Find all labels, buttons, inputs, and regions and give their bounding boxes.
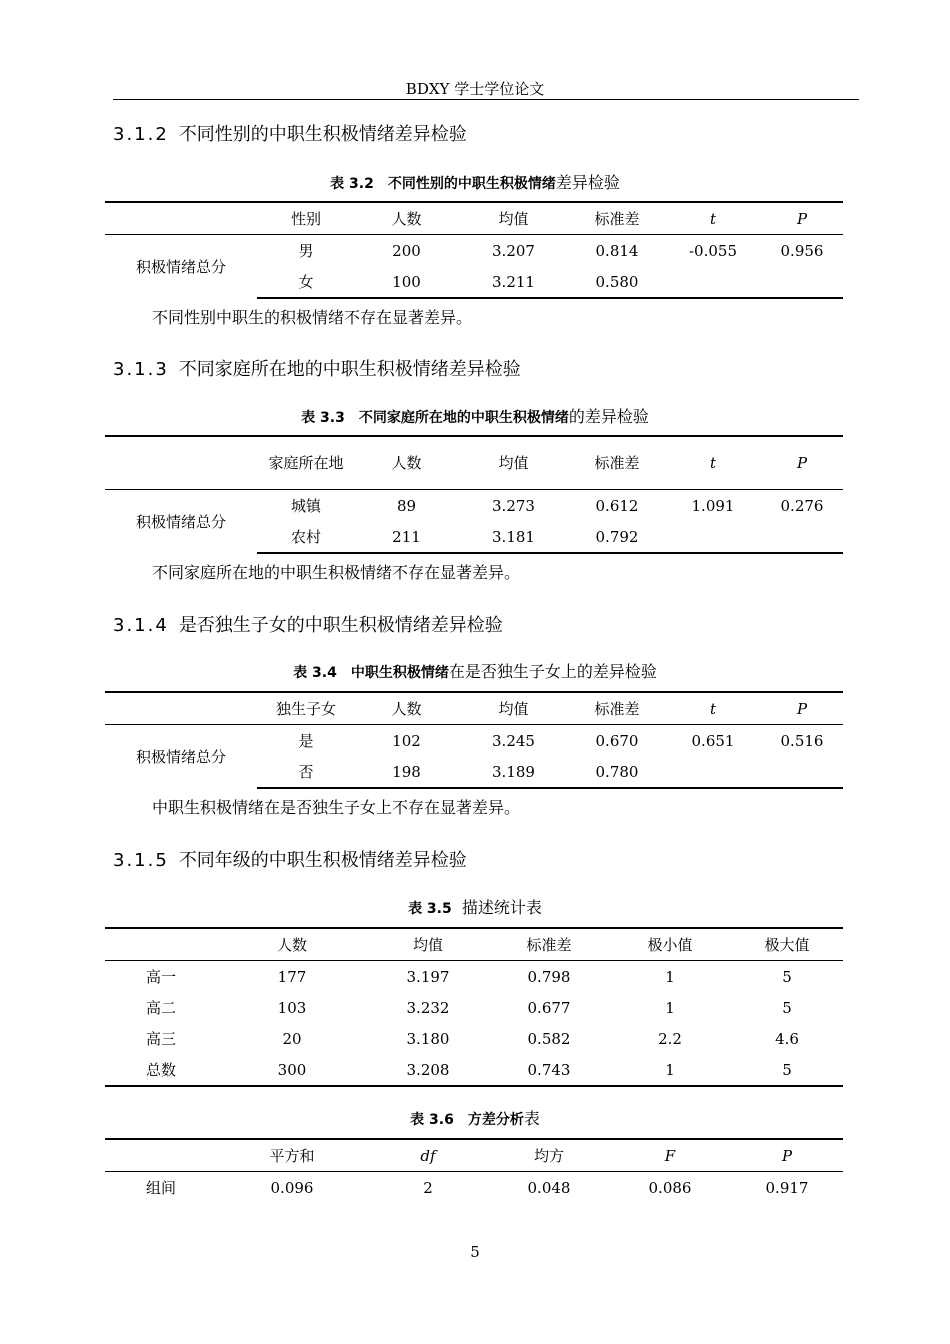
section-heading-3-1-4 bbox=[113, 611, 503, 637]
table-cell: 3.245 bbox=[492, 731, 535, 750]
table-cell: 0.917 bbox=[765, 1178, 809, 1197]
table-row bbox=[105, 992, 843, 1023]
table-cell: 2 bbox=[423, 1178, 433, 1197]
table-3-3 bbox=[105, 435, 843, 554]
table-cell: 1 bbox=[665, 967, 675, 986]
table-row bbox=[105, 1054, 843, 1086]
caption-bold: 表 3.5 bbox=[408, 901, 452, 917]
caption-rest: 在是否独生子女上的差异检验 bbox=[448, 662, 657, 681]
table-3-5 bbox=[105, 927, 843, 1087]
header-cell: df bbox=[367, 1139, 489, 1172]
table-cell: -0.055 bbox=[688, 241, 737, 260]
section-heading-3-1-5 bbox=[113, 846, 467, 872]
table-cell: 否 bbox=[257, 756, 355, 788]
table-cell: 0.780 bbox=[569, 756, 665, 788]
table-cell: 0.276 bbox=[780, 496, 824, 515]
section-heading-3-1-2 bbox=[113, 120, 467, 146]
table-cell: 0.798 bbox=[527, 967, 571, 986]
table-row bbox=[105, 1172, 843, 1204]
table-cell: 0.580 bbox=[569, 266, 665, 298]
table-header-row bbox=[105, 928, 843, 961]
table-cell: 3.273 bbox=[492, 496, 535, 515]
table-cell: 0.048 bbox=[527, 1178, 571, 1197]
header-cell: P bbox=[761, 436, 843, 490]
table-cell: 0.582 bbox=[527, 1029, 571, 1048]
table-cell: 1 bbox=[665, 998, 675, 1017]
table-cell: 0.743 bbox=[489, 1054, 609, 1086]
table-cell: 5 bbox=[782, 967, 792, 986]
table-cell: 198 bbox=[355, 756, 458, 788]
header-cell: 均方 bbox=[489, 1139, 609, 1172]
table-cell: 3.208 bbox=[367, 1054, 489, 1086]
table-caption-3-4 bbox=[0, 659, 950, 682]
table-cell: 177 bbox=[277, 967, 307, 986]
header-cell: 独生子女 bbox=[257, 692, 355, 725]
table-cell: 3.211 bbox=[458, 266, 569, 298]
header-cell: t bbox=[665, 202, 761, 235]
header-cell: 平方和 bbox=[217, 1139, 367, 1172]
header-cell: 标准差 bbox=[569, 692, 665, 725]
table-note-3-3: 不同家庭所在地的中职生积极情绪不存在显著差异。 bbox=[152, 563, 521, 582]
caption-rest: 描述统计表 bbox=[461, 898, 542, 917]
table-cell: 0.956 bbox=[780, 241, 824, 260]
table-caption-3-5 bbox=[0, 895, 950, 918]
header-cell: 家庭所在地 bbox=[268, 453, 344, 472]
table-3-2 bbox=[105, 201, 843, 299]
table-cell: 1 bbox=[609, 1054, 731, 1086]
table-cell: 5 bbox=[782, 998, 792, 1017]
table-cell: 5 bbox=[731, 1054, 843, 1086]
table-cell: 高三 bbox=[145, 1029, 176, 1048]
caption-bold: 表 3.4 中职生积极情绪 bbox=[293, 665, 449, 681]
table-cell: 3.197 bbox=[406, 967, 450, 986]
section-number: 3.1.4 bbox=[113, 615, 169, 636]
header-cell bbox=[105, 436, 257, 490]
table-cell: 3.180 bbox=[406, 1029, 450, 1048]
table-cell: 3.207 bbox=[492, 241, 535, 260]
table-cell: 4.6 bbox=[775, 1029, 799, 1048]
header-cell: 标准差 bbox=[489, 928, 609, 961]
table-cell: 是 bbox=[298, 731, 314, 750]
table-header-row bbox=[105, 436, 843, 490]
caption-rest: 的差异检验 bbox=[568, 407, 649, 426]
caption-bold: 表 3.3 不同家庭所在地的中职生积极情绪 bbox=[301, 410, 569, 426]
header-cell: 均值 bbox=[458, 692, 569, 725]
table-header-row bbox=[105, 202, 843, 235]
header-cell: 人数 bbox=[355, 692, 458, 725]
table-caption-3-2 bbox=[0, 170, 950, 193]
header-cell: 极大值 bbox=[731, 928, 843, 961]
table-caption-3-3 bbox=[0, 404, 950, 427]
caption-rest: 差异检验 bbox=[555, 173, 620, 192]
section-number: 3.1.3 bbox=[113, 359, 169, 380]
section-title: 不同家庭所在地的中职生积极情绪差异检验 bbox=[178, 359, 521, 380]
section-title: 不同年级的中职生积极情绪差异检验 bbox=[178, 850, 467, 871]
row-group-label: 积极情绪总分 bbox=[135, 747, 226, 766]
table-cell: 0.516 bbox=[780, 731, 824, 750]
table-header-row bbox=[105, 1139, 843, 1172]
table-cell: 高二 bbox=[145, 998, 176, 1017]
row-group-label: 积极情绪总分 bbox=[135, 257, 226, 276]
table-cell: 农村 bbox=[257, 521, 355, 553]
header-cell bbox=[105, 1139, 217, 1172]
table-cell: 城镇 bbox=[290, 496, 321, 515]
header-cell: t bbox=[665, 436, 761, 490]
table-cell bbox=[761, 521, 843, 553]
caption-rest: 表 bbox=[523, 1109, 540, 1128]
header-cell bbox=[105, 692, 257, 725]
table-row bbox=[105, 725, 843, 757]
table-3-6 bbox=[105, 1138, 843, 1203]
header-cell: 极小值 bbox=[609, 928, 731, 961]
table-cell: 89 bbox=[396, 496, 417, 515]
table-cell: 0.096 bbox=[270, 1178, 314, 1197]
table-cell: 男 bbox=[298, 241, 314, 260]
table-cell bbox=[665, 266, 761, 298]
table-cell: 总数 bbox=[105, 1054, 217, 1086]
header-cell bbox=[105, 928, 217, 961]
header-cell: 均值 bbox=[458, 436, 569, 490]
section-title: 是否独生子女的中职生积极情绪差异检验 bbox=[178, 615, 503, 636]
table-3-4 bbox=[105, 691, 843, 789]
header-cell: P bbox=[761, 202, 843, 235]
header-cell: 人数 bbox=[355, 436, 458, 490]
header-cell: 人数 bbox=[217, 928, 367, 961]
page-header-title: BDXY 学士学位论文 bbox=[405, 80, 545, 98]
table-row bbox=[105, 1023, 843, 1054]
page-number: 5 bbox=[470, 1243, 480, 1261]
header-cell: 人数 bbox=[355, 202, 458, 235]
table-cell: 3.181 bbox=[458, 521, 569, 553]
section-number: 3.1.5 bbox=[113, 850, 169, 871]
table-cell: 0.651 bbox=[691, 731, 735, 750]
table-cell: 2.2 bbox=[658, 1029, 682, 1048]
header-cell: F bbox=[609, 1139, 731, 1172]
header-cell bbox=[105, 202, 257, 235]
header-cell: t bbox=[665, 692, 761, 725]
row-group-label: 积极情绪总分 bbox=[135, 512, 226, 531]
table-row bbox=[105, 961, 843, 993]
table-cell: 211 bbox=[355, 521, 458, 553]
caption-bold: 表 3.2 不同性别的中职生积极情绪 bbox=[330, 176, 556, 192]
table-note-3-4: 中职生积极情绪在是否独生子女上不存在显著差异。 bbox=[152, 798, 521, 817]
table-cell: 0.670 bbox=[595, 731, 639, 750]
table-cell: 3.232 bbox=[406, 998, 450, 1017]
table-row bbox=[105, 490, 843, 522]
table-cell: 0.677 bbox=[527, 998, 571, 1017]
table-cell bbox=[761, 756, 843, 788]
caption-bold: 表 3.6 方差分析 bbox=[410, 1112, 524, 1128]
table-cell: 3.189 bbox=[458, 756, 569, 788]
header-cell: P bbox=[761, 692, 843, 725]
table-cell: 0.814 bbox=[595, 241, 639, 260]
table-cell: 0.792 bbox=[569, 521, 665, 553]
table-cell: 组间 bbox=[145, 1178, 176, 1197]
table-cell: 200 bbox=[392, 241, 421, 260]
header-cell: P bbox=[731, 1139, 843, 1172]
table-cell: 0.612 bbox=[595, 496, 639, 515]
table-cell: 100 bbox=[355, 266, 458, 298]
table-cell: 1.091 bbox=[691, 496, 735, 515]
header-cell: 标准差 bbox=[569, 202, 665, 235]
table-header-row bbox=[105, 692, 843, 725]
table-cell bbox=[665, 521, 761, 553]
table-cell: 300 bbox=[217, 1054, 367, 1086]
section-number: 3.1.2 bbox=[113, 124, 169, 145]
header-cell: 性别 bbox=[257, 202, 355, 235]
table-cell: 女 bbox=[257, 266, 355, 298]
header-cell: 均值 bbox=[458, 202, 569, 235]
table-caption-3-6 bbox=[0, 1106, 950, 1129]
table-cell: 20 bbox=[282, 1029, 302, 1048]
table-cell: 0.086 bbox=[648, 1178, 692, 1197]
table-cell: 高一 bbox=[145, 967, 176, 986]
table-cell bbox=[761, 266, 843, 298]
table-note-3-2: 不同性别中职生的积极情绪不存在显著差异。 bbox=[152, 308, 473, 327]
header-cell: 标准差 bbox=[569, 436, 665, 490]
table-cell: 102 bbox=[392, 731, 421, 750]
section-title: 不同性别的中职生积极情绪差异检验 bbox=[178, 124, 467, 145]
header-rule bbox=[113, 99, 859, 100]
header-cell: 均值 bbox=[367, 928, 489, 961]
table-cell bbox=[665, 756, 761, 788]
table-cell: 103 bbox=[277, 998, 307, 1017]
table-row bbox=[105, 235, 843, 267]
section-heading-3-1-3 bbox=[113, 355, 521, 381]
